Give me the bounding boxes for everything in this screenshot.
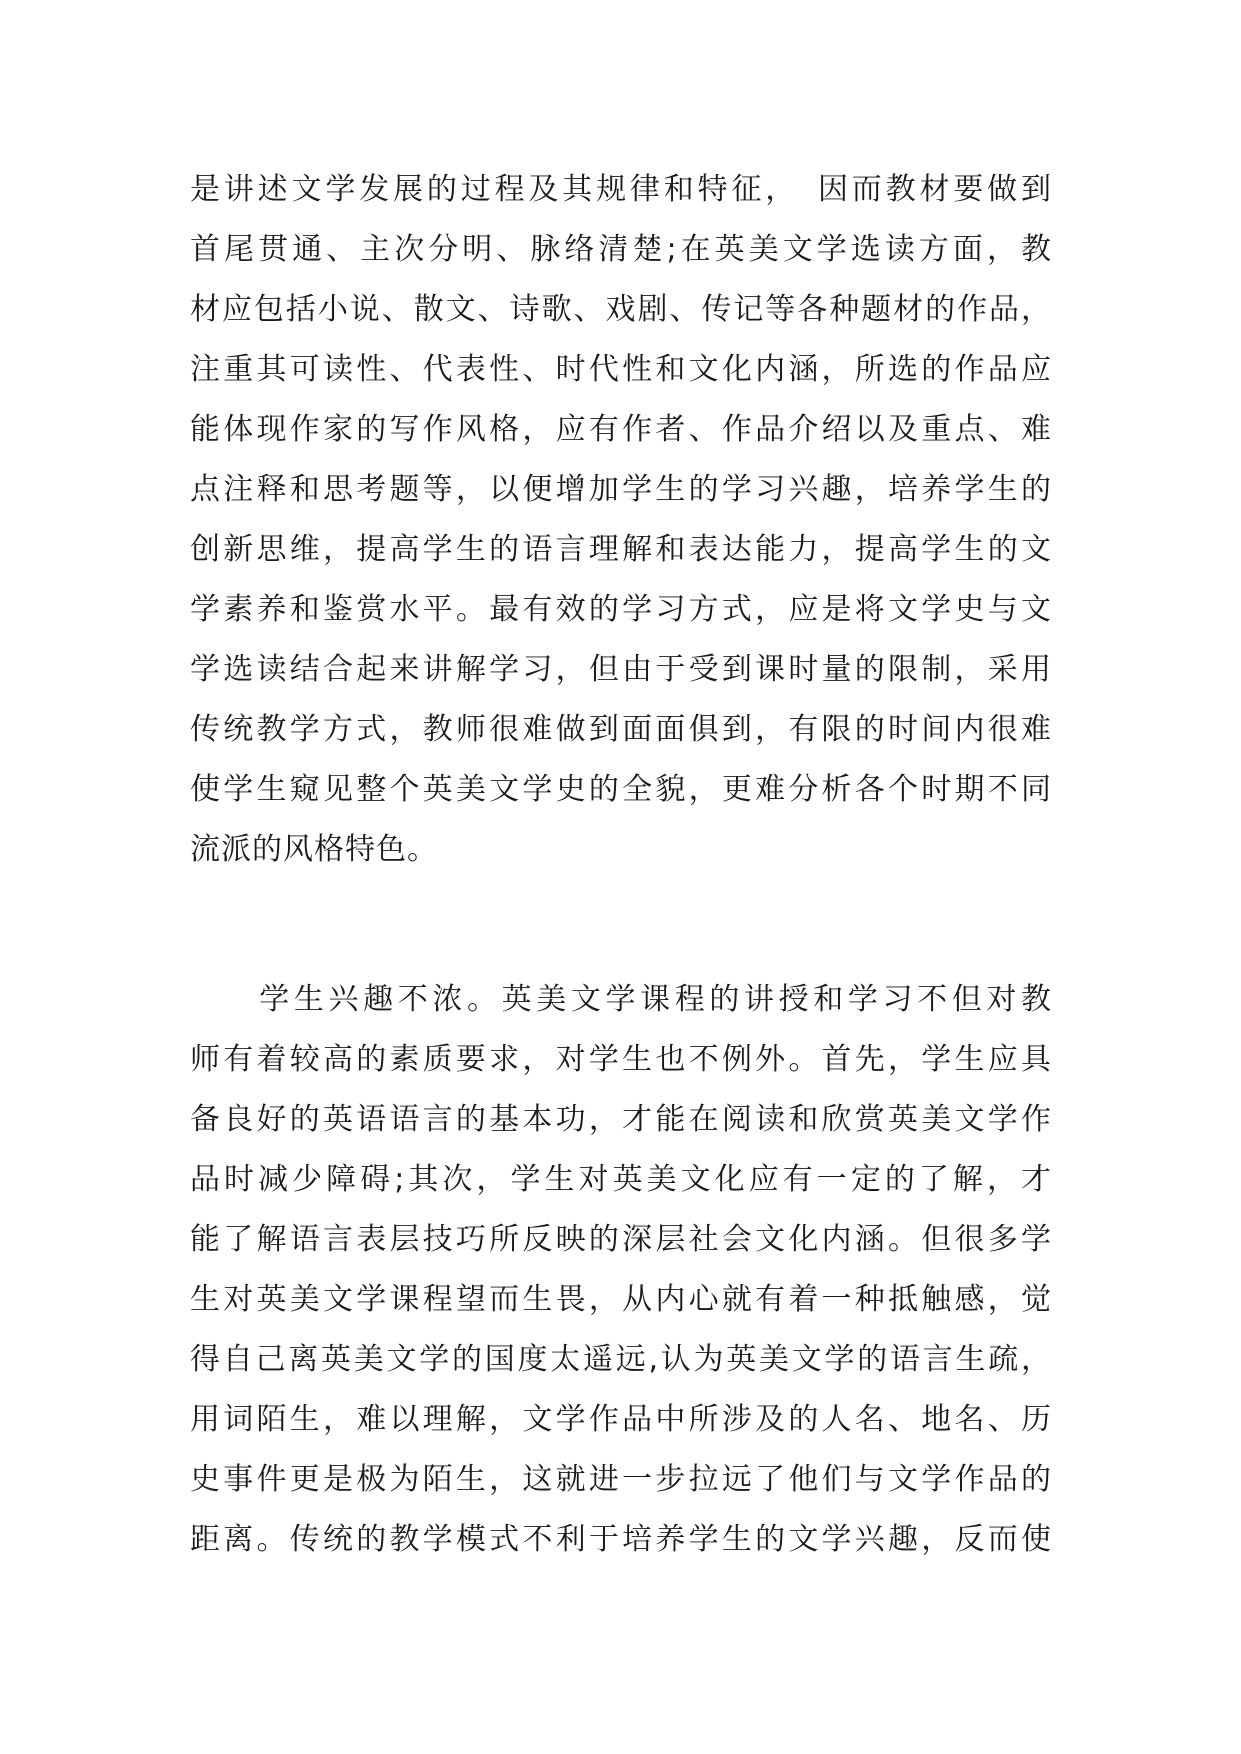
- text-line: 首尾贯通、主次分明、脉络清楚;在英美文学选读方面，教: [190, 232, 1052, 267]
- text-line: 流派的风格特色。: [190, 832, 438, 867]
- paragraph-2: [190, 970, 1052, 1570]
- text-line: 传统教学方式，教师很难做到面面俱到，有限的时间内很难: [190, 712, 1052, 747]
- text-line: 学生兴趣不浓。英美文学课程的讲授和学习不但对教: [190, 982, 1052, 1017]
- text-line: 得自己离英美文学的国度太遥远,认为英美文学的语言生疏，: [190, 1342, 1052, 1377]
- text-line: 用词陌生，难以理解，文学作品中所涉及的人名、地名、历: [190, 1402, 1052, 1437]
- text-line: 学素养和鉴赏水平。最有效的学习方式，应是将文学史与文: [190, 592, 1052, 627]
- text-line: 材应包括小说、散文、诗歌、戏剧、传记等各种题材的作品，: [190, 292, 1052, 327]
- text-line: 距离。传统的教学模式不利于培养学生的文学兴趣，反而使: [190, 1522, 1052, 1557]
- paragraph-1: [190, 160, 1052, 880]
- text-line: 师有着较高的素质要求，对学生也不例外。首先，学生应具: [190, 1042, 1052, 1077]
- text-line: 点注释和思考题等，以便增加学生的学习兴趣，培养学生的: [190, 472, 1052, 507]
- text-line: 是讲述文学发展的过程及其规律和特征， 因而教材要做到: [190, 172, 1052, 207]
- text-line: 学选读结合起来讲解学习，但由于受到课时量的限制，采用: [190, 652, 1052, 687]
- text-line: 生对英美文学课程望而生畏，从内心就有着一种抵触感，觉: [190, 1282, 1052, 1317]
- text-line: 能了解语言表层技巧所反映的深层社会文化内涵。但很多学: [190, 1222, 1052, 1257]
- text-line: 备良好的英语语言的基本功，才能在阅读和欣赏英美文学作: [190, 1102, 1052, 1137]
- text-line: 注重其可读性、代表性、时代性和文化内涵，所选的作品应: [190, 352, 1052, 387]
- text-line: 品时减少障碍;其次，学生对英美文化应有一定的了解，才: [190, 1162, 1052, 1197]
- text-line: 史事件更是极为陌生，这就进一步拉远了他们与文学作品的: [190, 1462, 1052, 1497]
- text-line: 使学生窥见整个英美文学史的全貌，更难分析各个时期不同: [190, 772, 1052, 807]
- text-line: 能体现作家的写作风格，应有作者、作品介绍以及重点、难: [190, 412, 1052, 447]
- text-line: 创新思维，提高学生的语言理解和表达能力，提高学生的文: [190, 532, 1052, 567]
